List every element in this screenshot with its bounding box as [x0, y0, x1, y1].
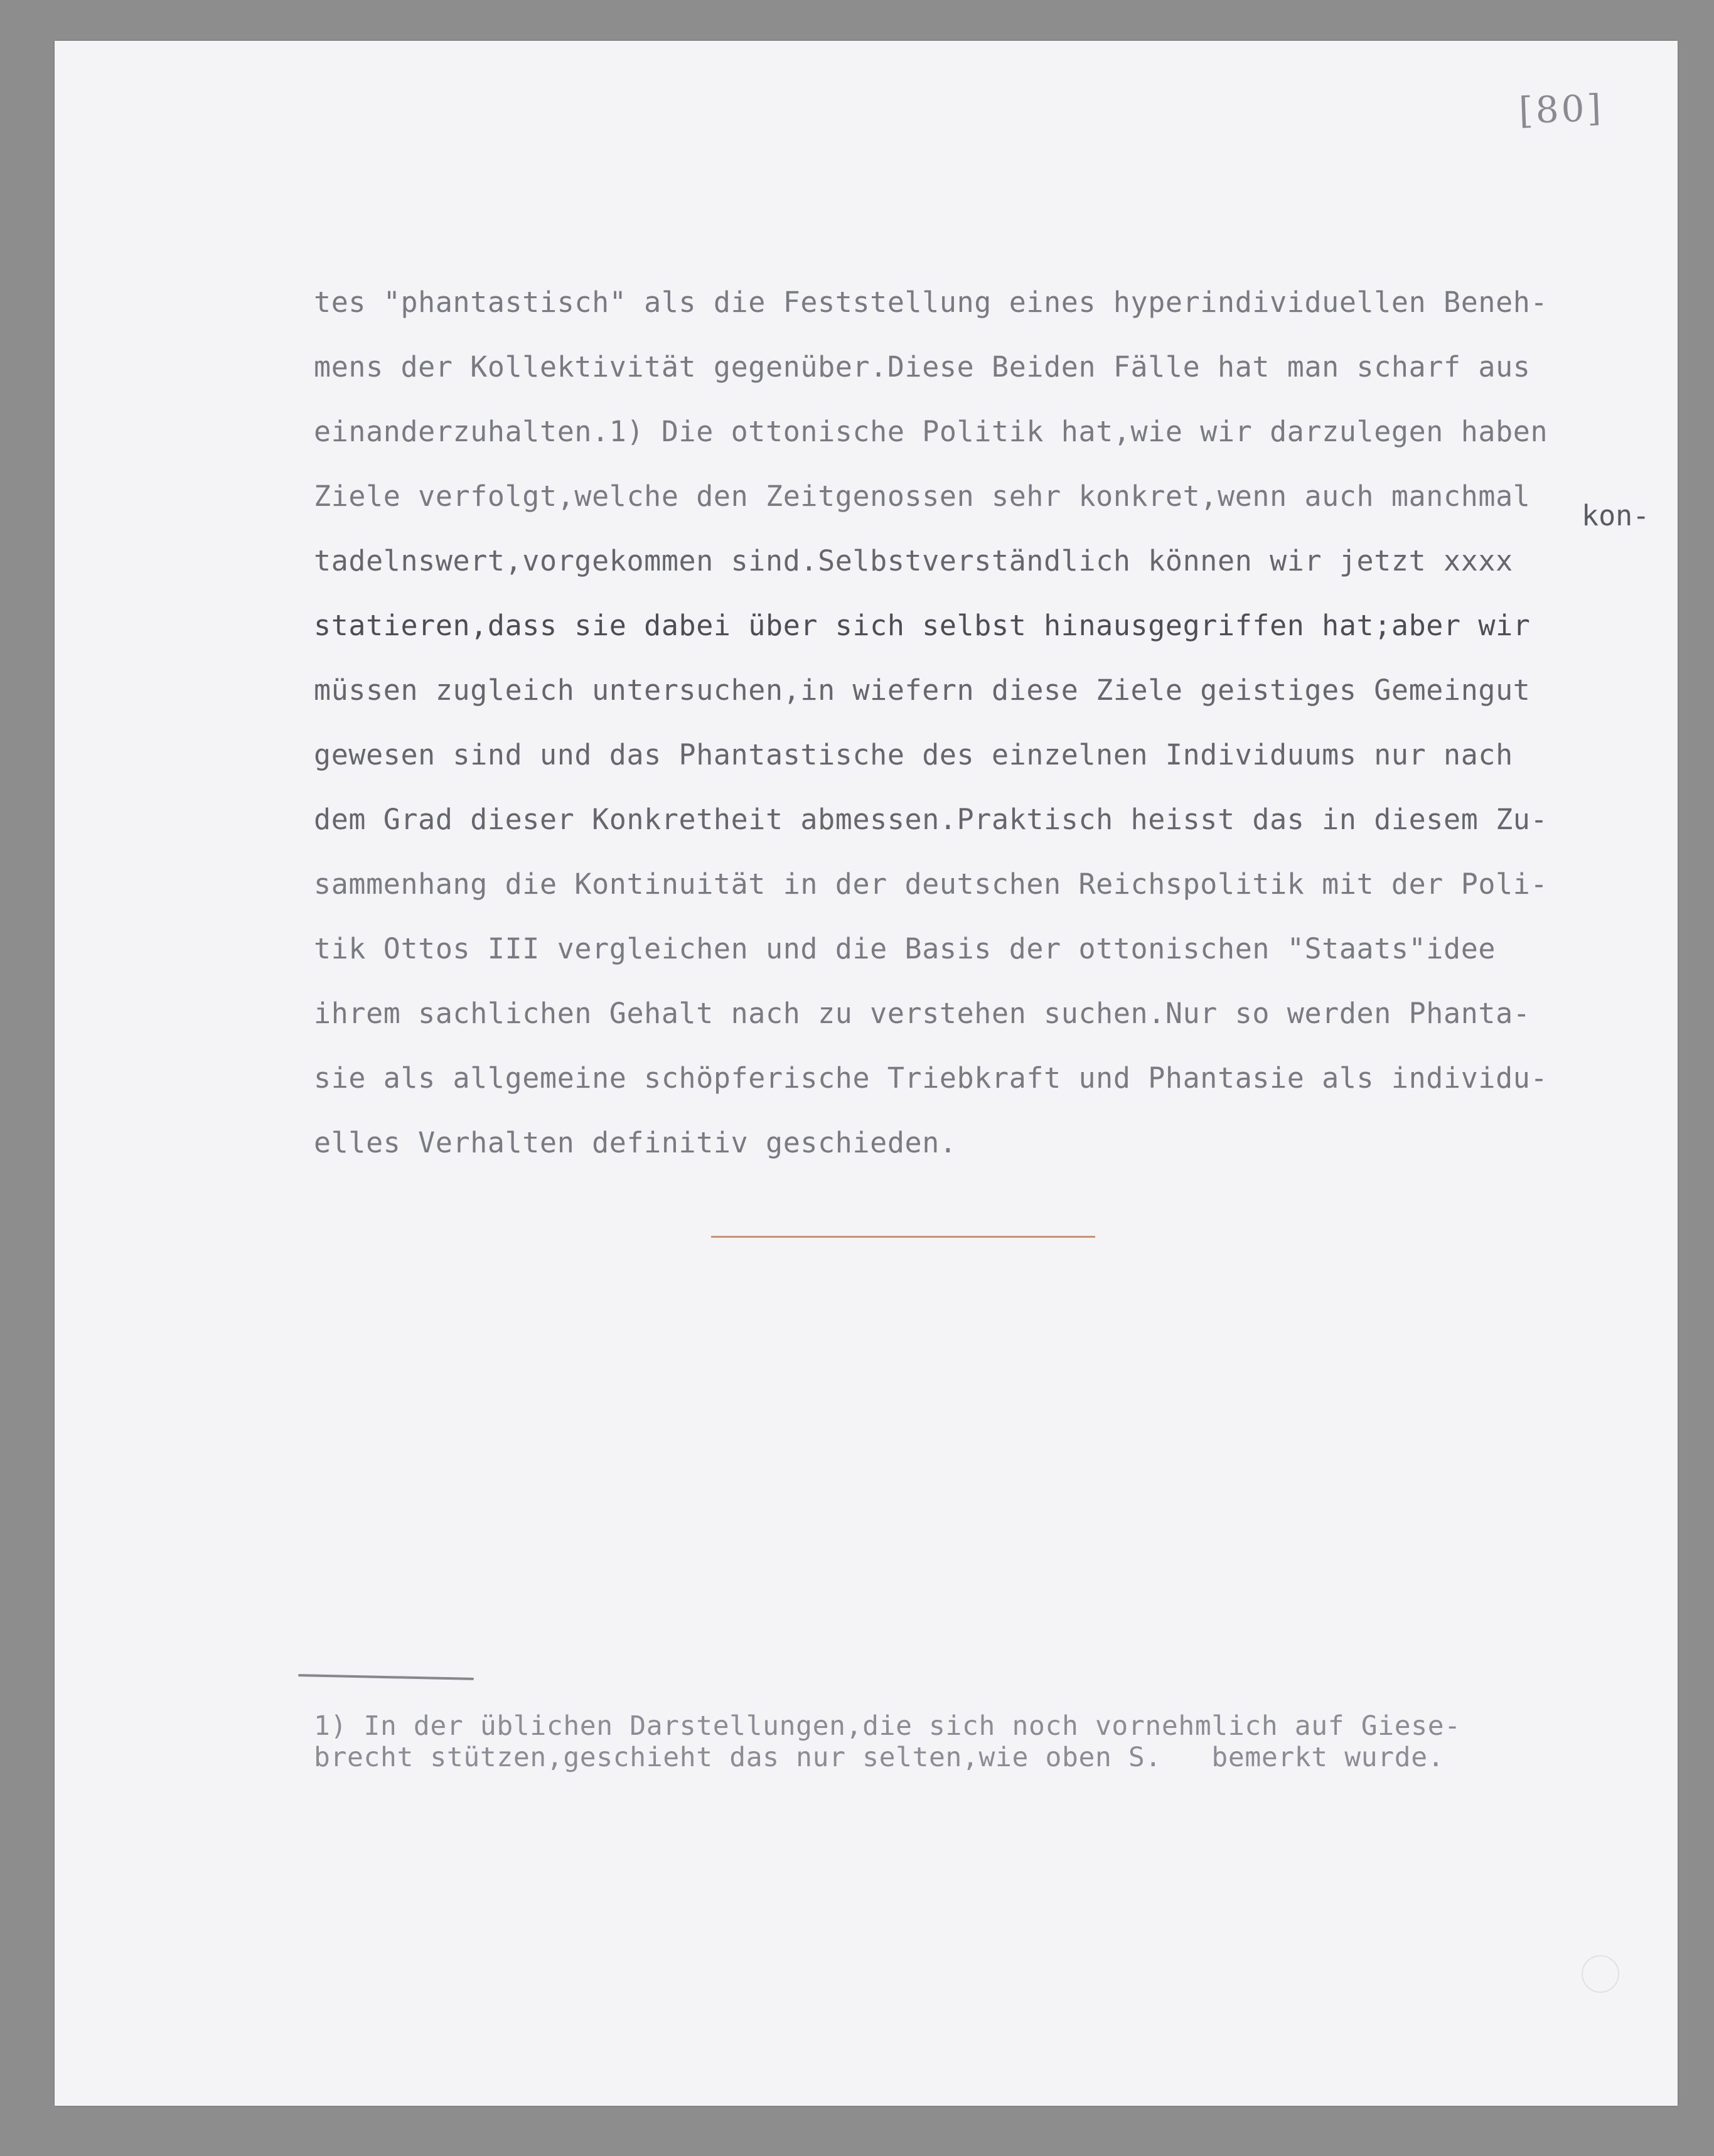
- body-line: dem Grad dieser Konkretheit abmessen.Praktisch heisst das in diesem Zu-: [314, 803, 1548, 836]
- body-line: sammenhang die Kontinuität in der deutschen Reichspolitik mit der Poli-: [314, 867, 1548, 901]
- body-line: tadelnswert,vorgekommen sind.Selbstverständlich können wir jetzt xxxx: [314, 544, 1513, 577]
- body-line: tik Ottos III vergleichen und die Basis der ottonischen "Staats"idee: [314, 932, 1496, 965]
- handwritten-correction: kon-: [1582, 499, 1650, 532]
- page-number: [80]: [1518, 86, 1605, 132]
- body-line: müssen zugleich untersuchen,in wiefern diese Ziele geistiges Gemeingut: [314, 673, 1531, 707]
- body-line: Ziele verfolgt,welche den Zeitgenossen sehr konkret,wenn auch manchmal: [314, 480, 1531, 513]
- body-line: sie als allgemeine schöpferische Triebkraft und Phantasie als individu-: [314, 1061, 1548, 1095]
- body-line: gewesen sind und das Phantastische des einzelnen Individuums nur nach: [314, 738, 1513, 771]
- body-line: statieren,dass sie dabei über sich selbst hinausgegriffen hat;aber wir: [314, 609, 1531, 642]
- body-line: mens der Kollektivität gegenüber.Diese Beiden Fälle hat man scharf aus: [314, 350, 1531, 383]
- section-separator: [711, 1236, 1095, 1238]
- body-line: elles Verhalten definitiv geschieden.: [314, 1126, 957, 1159]
- footnote: [314, 1710, 1461, 1773]
- footnote-line: brecht stützen,geschieht das nur selten,wie oben S. bemerkt wurde.: [314, 1742, 1445, 1773]
- body-line: tes "phantastisch" als die Feststellung eines hyperindividuellen Beneh-: [314, 286, 1548, 319]
- footnote-line: 1) In der üblichen Darstellungen,die sich noch vornehmlich auf Giese-: [314, 1710, 1461, 1742]
- body-line: ihrem sachlichen Gehalt nach zu verstehen suchen.Nur so werden Phanta-: [314, 997, 1531, 1030]
- body-text: [314, 270, 1669, 1175]
- body-line: einanderzuhalten.1) Die ottonische Politik hat,wie wir darzulegen haben: [314, 415, 1548, 448]
- archive-stamp: [1582, 1955, 1619, 1993]
